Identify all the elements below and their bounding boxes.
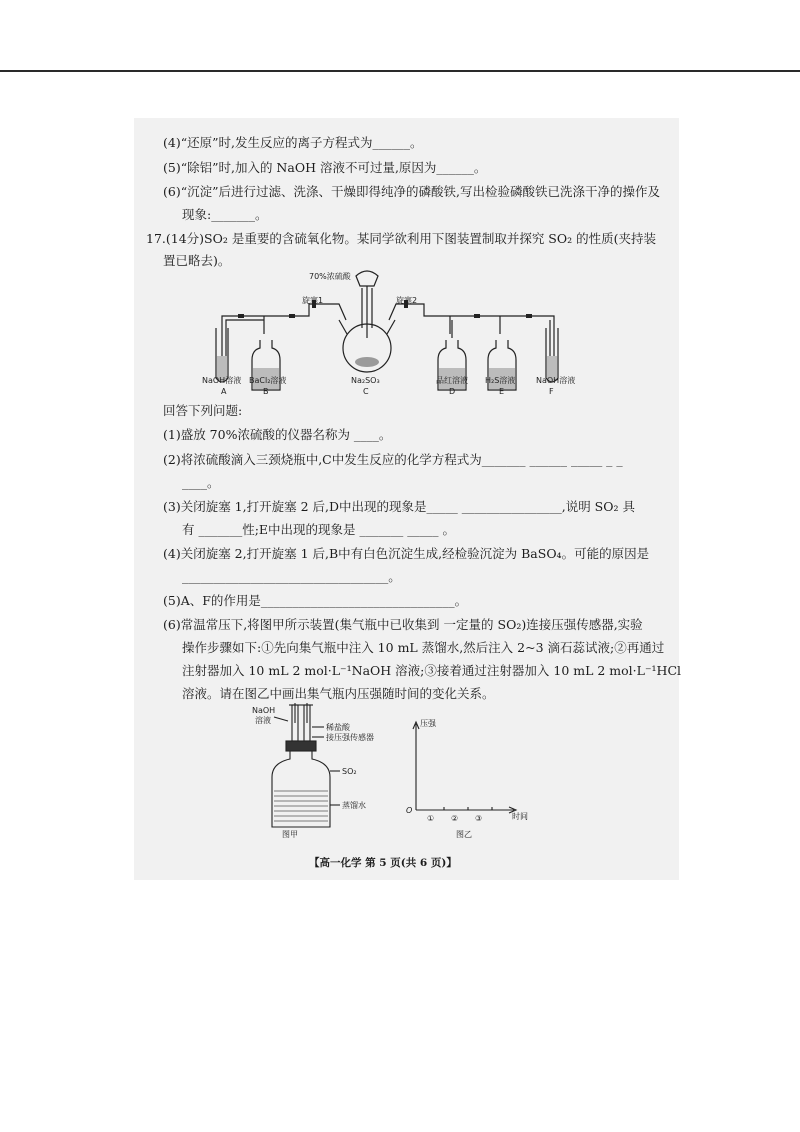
origin-label: O xyxy=(406,806,413,815)
q16-part5: (5)“除铝”时,加入的 NaOH 溶液不可过量,原因为______。 xyxy=(163,160,487,175)
letter-e: E xyxy=(499,387,505,396)
marker-2: ② xyxy=(451,814,459,823)
letter-c: C xyxy=(363,387,369,396)
q17-part6-line1: (6)常温常压下,将图甲所示装置(集气瓶中已收集到 一定量的 SO₂)连接压强传感器,实验 xyxy=(163,617,643,632)
q17-intro-line1: 17.(14分)SO₂ 是重要的含硫氧化物。某同学欲利用下图装置制取并探究 SO₂ 的性质(夹持装 xyxy=(146,231,656,246)
q17-part2-line2: ____。 xyxy=(182,475,220,490)
pressure-axis-label: 压强 xyxy=(420,719,436,728)
figure-jia-caption: 图甲 xyxy=(282,830,298,839)
acid-label: 70%浓硫酸 xyxy=(309,272,351,281)
letter-b: B xyxy=(263,387,269,396)
reagent-c: Na₂SO₃ xyxy=(351,376,380,385)
letter-d: D xyxy=(449,387,456,396)
reagent-a: NaOH溶液 xyxy=(202,376,242,385)
reagent-d: 品红溶液 xyxy=(436,376,468,385)
sensor-label: 接压强传感器 xyxy=(326,733,374,742)
q17-part6-line2: 操作步骤如下:①先向集气瓶中注入 10 mL 蒸馏水,然后注入 2~3 滴石蕊试液;②再通过 xyxy=(182,640,665,655)
q17-part2-line1: (2)将浓硫酸滴入三颈烧瓶中,C中发生反应的化学方程式为_______ ______ _____ _ _ xyxy=(163,452,623,467)
naoh-label-1: NaOH xyxy=(252,706,276,715)
stopcock2-label: 旋塞2 xyxy=(396,296,418,305)
stopcock1-label: 旋塞1 xyxy=(302,296,324,305)
q17-part3-line1: (3)关闭旋塞 1,打开旋塞 2 后,D中出现的现象是_____ ________________,说明 SO₂ 具 xyxy=(163,499,635,514)
marker-3: ③ xyxy=(475,814,483,823)
q17-part4-line1: (4)关闭旋塞 2,打开旋塞 1 后,B中有白色沉淀生成,经检验沉淀为 BaSO₄。可能的原因是 xyxy=(163,546,650,561)
gas-label: SO₂ xyxy=(342,767,357,776)
q17-part1: (1)盛放 70%浓硫酸的仪器名称为 ____。 xyxy=(163,427,392,442)
naoh-label-2: 溶液 xyxy=(255,716,271,725)
letter-a: A xyxy=(221,387,227,396)
figure-yi-caption: 图乙 xyxy=(456,830,472,839)
q17-part5: (5)A、F的作用是_______________________________。 xyxy=(163,593,468,608)
water-label: 蒸馏水 xyxy=(342,801,366,810)
q17-part6-line3: 注射器加入 10 mL 2 mol·L⁻¹NaOH 溶液;③接着通过注射器加入 10 mL 2 mol·L⁻¹HCl xyxy=(182,663,682,678)
q17-part6-line4: 溶液。请在图乙中画出集气瓶内压强随时间的变化关系。 xyxy=(182,686,495,701)
exam-page xyxy=(134,118,682,880)
reagent-f: NaOH溶液 xyxy=(536,376,576,385)
q17-part4-line2: _________________________________。 xyxy=(182,569,401,584)
letter-f: F xyxy=(549,387,554,396)
time-axis-label: 时间 xyxy=(512,812,528,821)
q17-part3-line2: 有 _______性;E中出现的现象是 _______ _____ 。 xyxy=(182,522,455,537)
q16-part6-line2: 现象:_______。 xyxy=(182,207,268,222)
reagent-e: H₂S溶液 xyxy=(485,376,516,385)
top-rule xyxy=(0,70,800,72)
page-footer: 【高一化学 第 5 页(共 6 页)】 xyxy=(309,857,457,869)
q16-part6-line1: (6)“沉淀”后进行过滤、洗涤、干燥即得纯净的磷酸铁,写出检验磷酸铁已洗涤干净的操作及 xyxy=(163,184,660,199)
hcl-label: 稀盐酸 xyxy=(326,723,350,732)
answer-prompt: 回答下列问题: xyxy=(163,403,243,418)
q17-intro-line2: 置已略去)。 xyxy=(163,253,231,268)
marker-1: ① xyxy=(427,814,435,823)
q16-part4: (4)“还原”时,发生反应的离子方程式为______。 xyxy=(163,135,423,150)
reagent-b: BaCl₂溶液 xyxy=(249,376,287,385)
